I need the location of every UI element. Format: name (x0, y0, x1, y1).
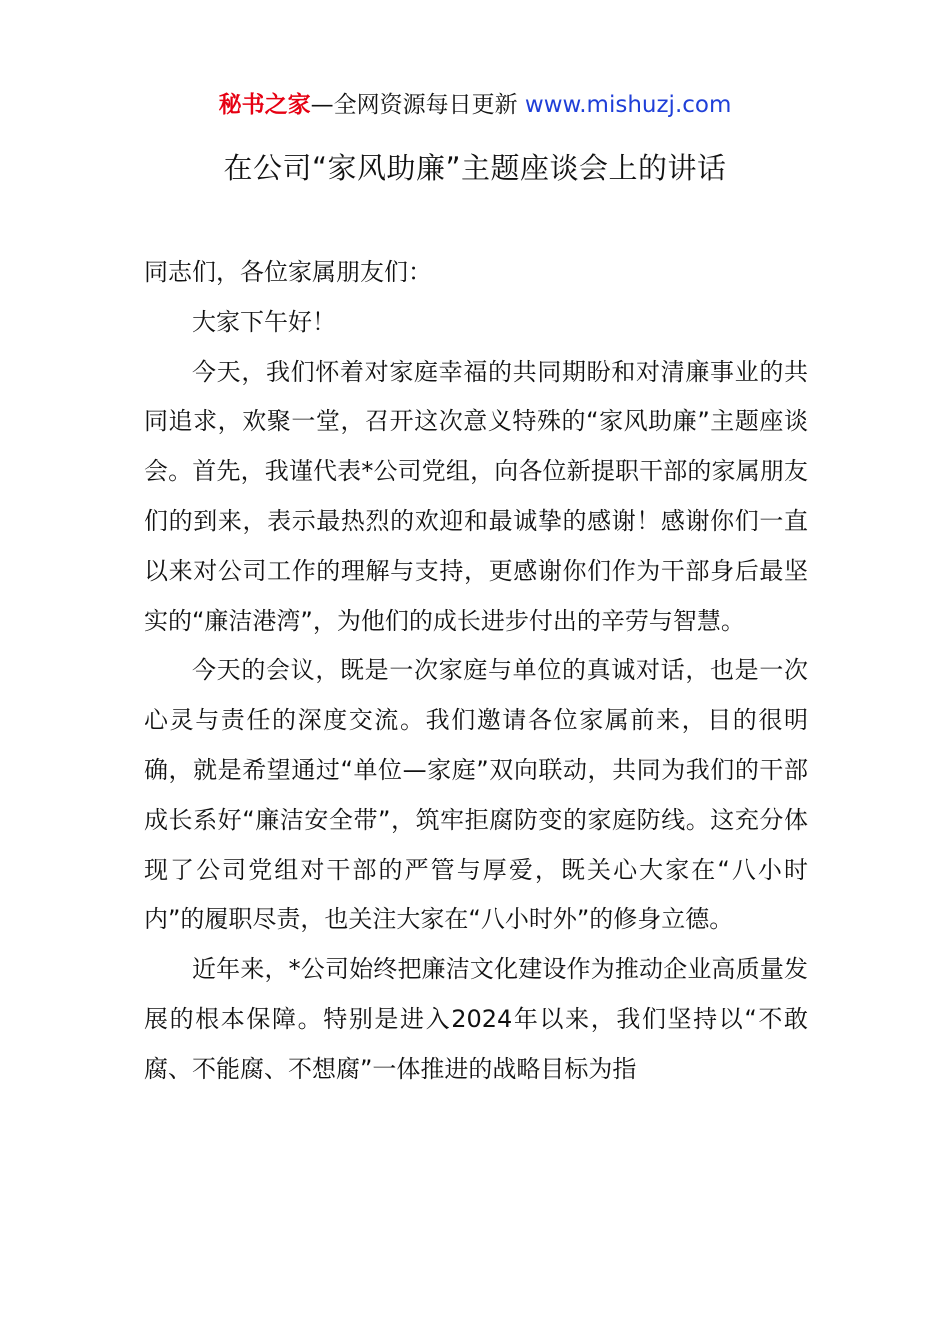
paragraph-1: 今天，我们怀着对家庭幸福的共同期盼和对清廉事业的共同追求，欢聚一堂，召开这次意义特殊的“家风助廉”主题座谈会。首先，我谨代表*公司党组，向各位新提职干部的家属朋友们的到来，表示最热烈的欢迎和最诚挚的感谢！感谢你们一直以来对公司工作的理解与支持，更感谢你们作为干部身后最坚实的“廉洁港湾”，为他们的成长进步付出的辛劳与智慧。 (144, 357, 808, 635)
paragraph-3: 近年来，*公司始终把廉洁文化建设作为推动企业高质量发展的根本保障。特别是进入2024年以来，我们坚持以“不敢腐、不能腐、不想腐”一体推进的战略目标为指 (144, 955, 808, 1083)
salutation: 同志们，各位家属朋友们： (144, 258, 432, 286)
site-url-link[interactable]: www.mishuzj.com (524, 92, 732, 118)
site-header (0, 88, 950, 122)
greeting: 大家下午好！ (192, 307, 336, 336)
site-tagline: —全网资源每日更新 (310, 92, 518, 118)
paragraph-2: 今天的会议，既是一次家庭与单位的真诚对话，也是一次心灵与责任的深度交流。我们邀请各位家属前来，目的很明确，就是希望通过“单位—家庭”双向联动，共同为我们的干部成长系好“廉洁安全带”，筑牢拒腐防变的家庭防线。这充分体现了公司党组对干部的严管与厚爱，既关心大家在“八小时内”的履职尽责，也关注大家在“八小时外”的修身立德。 (144, 656, 808, 934)
brand-name: 秘书之家 (218, 92, 311, 118)
document-title: 在公司“家风助廉”主题座谈会上的讲话 (223, 151, 727, 185)
document-body (144, 248, 808, 1095)
